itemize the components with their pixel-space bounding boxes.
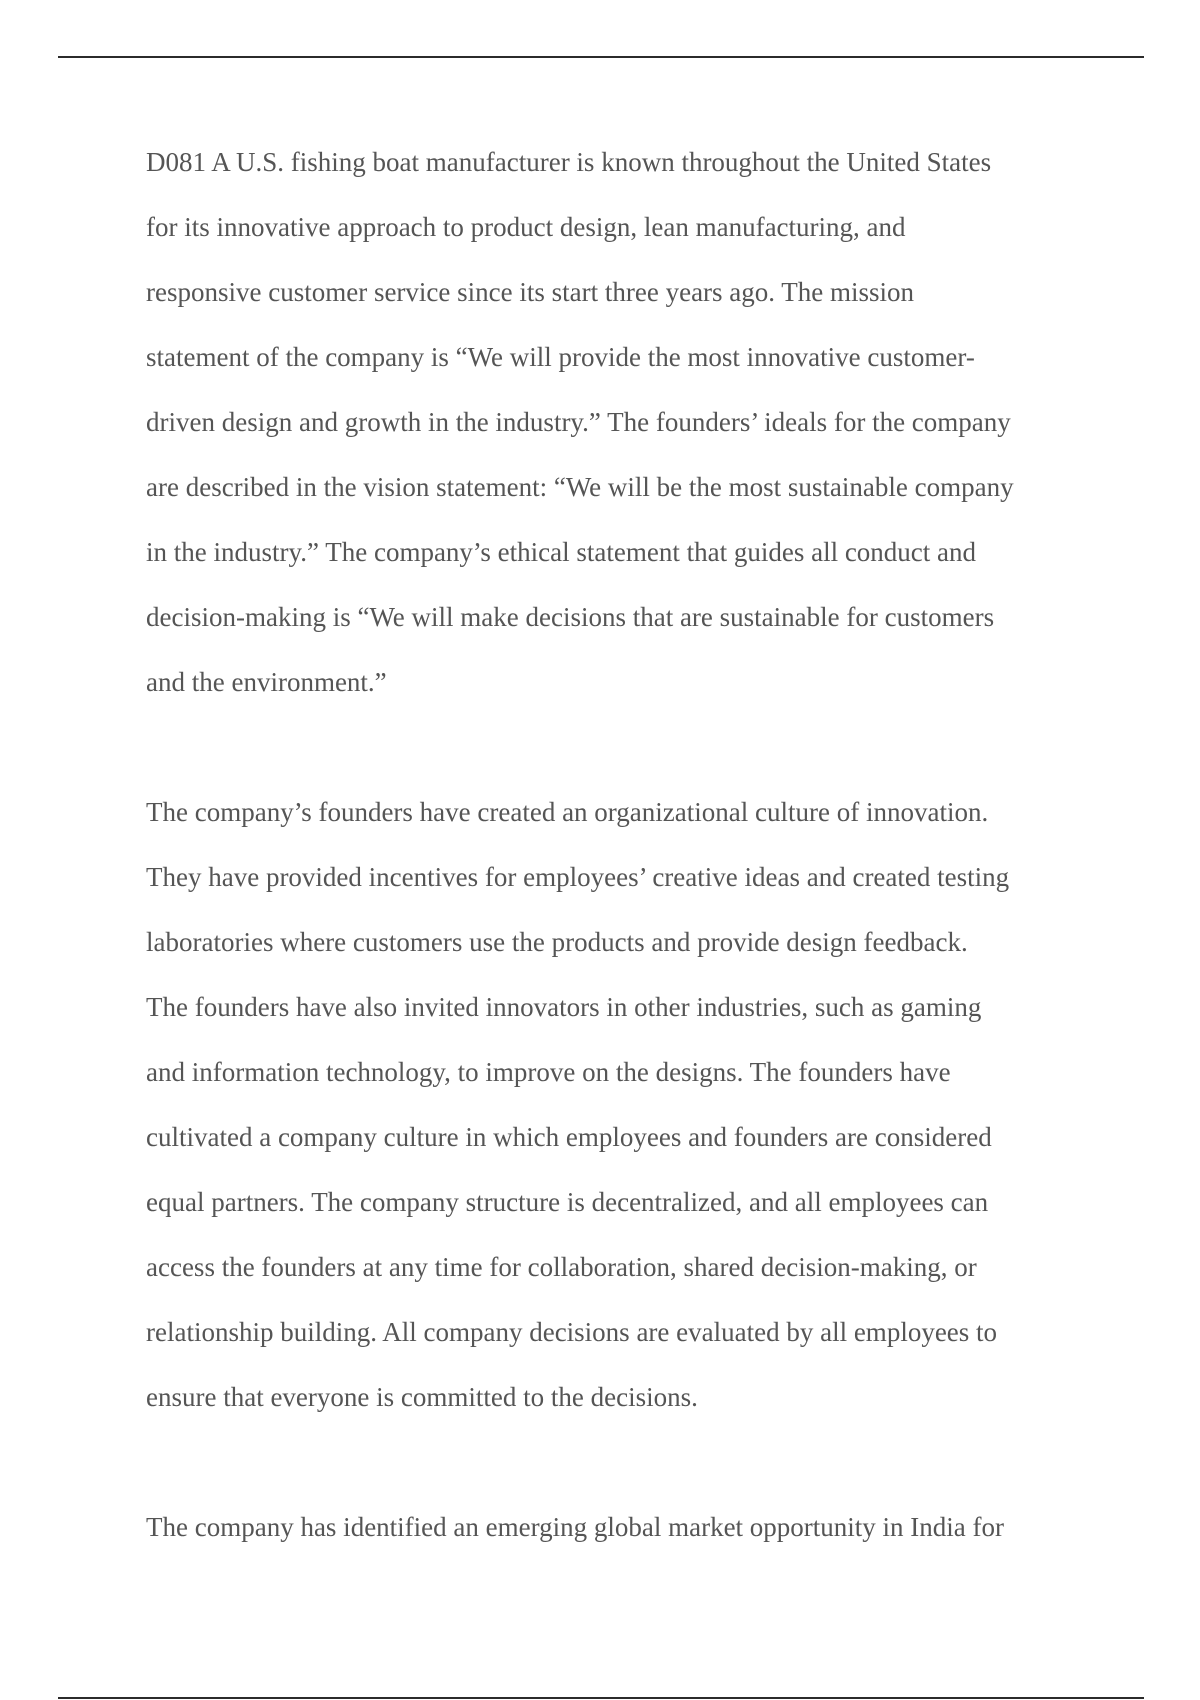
paragraph-spacer bbox=[146, 715, 1106, 780]
text-line: ensure that everyone is committed to the decisions. bbox=[146, 1382, 698, 1412]
paragraph-3 bbox=[146, 1495, 1106, 1560]
text-line: statement of the company is “We will provide the most innovative customer- bbox=[146, 342, 975, 372]
text-line: decision-making is “We will make decisions that are sustainable for customers bbox=[146, 602, 995, 632]
text-line: access the founders at any time for collaboration, shared decision-making, or bbox=[146, 1252, 977, 1282]
text-line: and the environment.” bbox=[146, 667, 387, 697]
paragraph-1 bbox=[146, 130, 1106, 715]
text-line: and information technology, to improve on the designs. The founders have bbox=[146, 1057, 951, 1087]
text-line: The company has identified an emerging global market opportunity in India for bbox=[146, 1512, 1005, 1542]
text-line: equal partners. The company structure is decentralized, and all employees can bbox=[146, 1187, 989, 1217]
text-line: relationship building. All company decisions are evaluated by all employees to bbox=[146, 1317, 998, 1347]
text-line: They have provided incentives for employees’ creative ideas and created testing bbox=[146, 862, 1010, 892]
text-line: laboratories where customers use the products and provide design feedback. bbox=[146, 927, 968, 957]
text-line: cultivated a company culture in which employees and founders are considered bbox=[146, 1122, 992, 1152]
text-line: D081 A U.S. fishing boat manufacturer is known throughout the United States bbox=[146, 147, 992, 177]
document-body bbox=[146, 130, 1106, 1560]
footer-rule bbox=[58, 1697, 1144, 1699]
paragraph-2 bbox=[146, 780, 1106, 1430]
text-line: driven design and growth in the industry.” The founders’ ideals for the company bbox=[146, 407, 1011, 437]
text-line: The company’s founders have created an organizational culture of innovation. bbox=[146, 797, 989, 827]
text-line: for its innovative approach to product design, lean manufacturing, and bbox=[146, 212, 906, 242]
header-rule bbox=[58, 56, 1144, 58]
text-line: responsive customer service since its start three years ago. The mission bbox=[146, 277, 915, 307]
text-line: in the industry.” The company’s ethical statement that guides all conduct and bbox=[146, 537, 977, 567]
text-line: The founders have also invited innovators in other industries, such as gaming bbox=[146, 992, 982, 1022]
paragraph-spacer bbox=[146, 1430, 1106, 1495]
text-line: are described in the vision statement: “We will be the most sustainable company bbox=[146, 472, 1014, 502]
